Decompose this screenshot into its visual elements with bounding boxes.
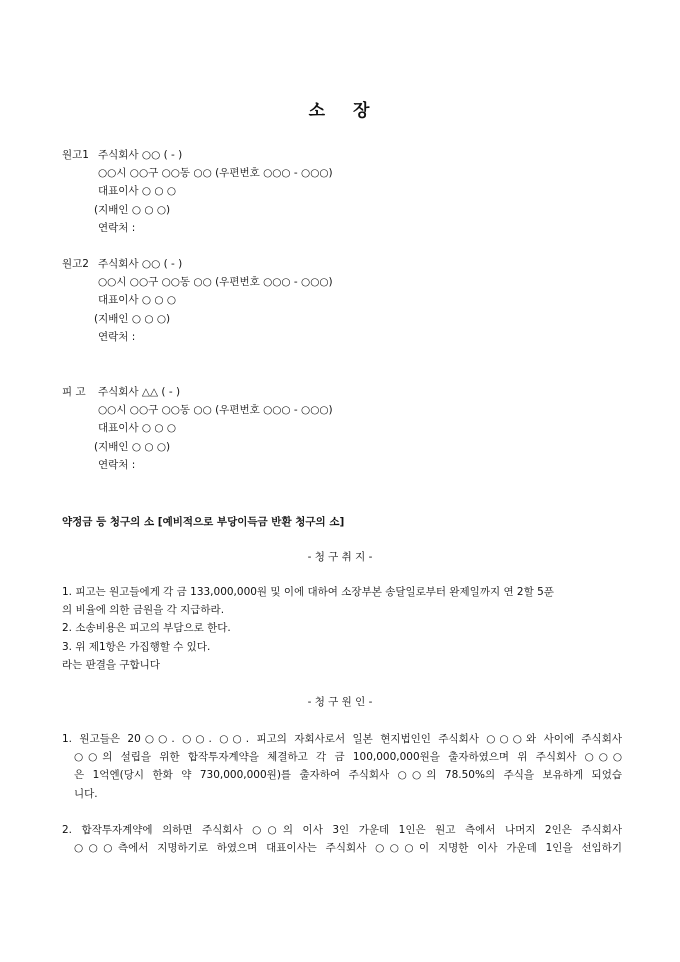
party-contact: 연락처 : xyxy=(98,330,136,343)
claim-cause-line: ○○○측에서 지명하기로 하였으며 대표이사는 주식회사 ○○○이 지명한 이사 가운데 1인을 선임하기 xyxy=(74,842,622,855)
party-company: 주식회사 ○○ ( - ) xyxy=(98,149,183,161)
claim-cause-line: 은 1억엔(당시 한화 약 730,000,000원)를 출자하여 주식회사 ○○의 78.50%의 주식을 보유하게 되었습 xyxy=(74,769,622,782)
case-name: 약정금 등 청구의 소 [예비적으로 부당이득금 반환 청구의 소] xyxy=(62,516,345,528)
claim-cause-line: 2. 합작투자계약에 의하면 주식회사 ○○의 이사 3인 가운데 1인은 원고 측에서 나머지 2인은 주식회사 xyxy=(62,824,622,836)
party-role: 원고1 xyxy=(62,149,89,161)
party-contact: 연락처 : xyxy=(98,221,136,234)
claim-cause-item-1 xyxy=(62,730,622,803)
claim-purpose-line: 라는 판결을 구합니다 xyxy=(62,658,160,671)
party-role: 피 고 xyxy=(62,386,86,398)
party-details xyxy=(94,146,333,237)
claim-cause-line: ○○의 설립을 위한 합작투자계약을 체결하고 각 금 100,000,000원을 출자하였으며 위 주식회사 ○○○ xyxy=(74,751,622,764)
party-address: ○○시 ○○구 ○○동 ○○ (우편번호 ○○○ - ○○○) xyxy=(98,167,333,180)
party-company: 주식회사 △△ ( - ) xyxy=(98,386,181,398)
claim-cause-heading: - 청 구 원 인 - xyxy=(307,696,373,708)
party-manager: (지배인 ○ ○ ○) xyxy=(94,440,171,453)
party-address: ○○시 ○○구 ○○동 ○○ (우편번호 ○○○ - ○○○) xyxy=(98,276,333,289)
claim-purpose-line: 2. 소송비용은 피고의 부담으로 한다. xyxy=(62,622,231,635)
party-details xyxy=(94,383,333,474)
party-manager: (지배인 ○ ○ ○) xyxy=(94,312,171,325)
party-contact: 연락처 : xyxy=(98,458,136,471)
party-manager: (지배인 ○ ○ ○) xyxy=(94,203,171,216)
claim-purpose-heading: - 청 구 취 지 - xyxy=(307,551,373,563)
party-address: ○○시 ○○구 ○○동 ○○ (우편번호 ○○○ - ○○○) xyxy=(98,404,333,417)
party-ceo: 대표이사 ○ ○ ○ xyxy=(98,294,177,307)
party-company: 주식회사 ○○ ( - ) xyxy=(98,258,183,270)
claim-purpose-body xyxy=(62,583,622,674)
party-ceo: 대표이사 ○ ○ ○ xyxy=(98,422,177,435)
party-ceo: 대표이사 ○ ○ ○ xyxy=(98,185,177,198)
party-role: 원고2 xyxy=(62,258,89,270)
document-title: 소 장 xyxy=(308,101,372,121)
claim-purpose-line: 3. 위 제1항은 가집행할 수 있다. xyxy=(62,640,211,653)
party-details xyxy=(94,255,333,346)
claim-purpose-line: 의 비율에 의한 금원을 각 지급하라. xyxy=(62,604,225,617)
claim-cause-line: 1. 원고들은 20○○. ○○. ○○. 피고의 자회사로서 일본 현지법인인 주식회사 ○○○와 사이에 주식회사 xyxy=(62,733,622,745)
claim-cause-item-2 xyxy=(62,821,622,857)
claim-purpose-line: 1. 피고는 원고들에게 각 금 133,000,000원 및 이에 대하여 소장부본 송달일로부터 완제일까지 연 2할 5푼 xyxy=(62,586,554,598)
claim-cause-line: 니다. xyxy=(74,787,98,800)
